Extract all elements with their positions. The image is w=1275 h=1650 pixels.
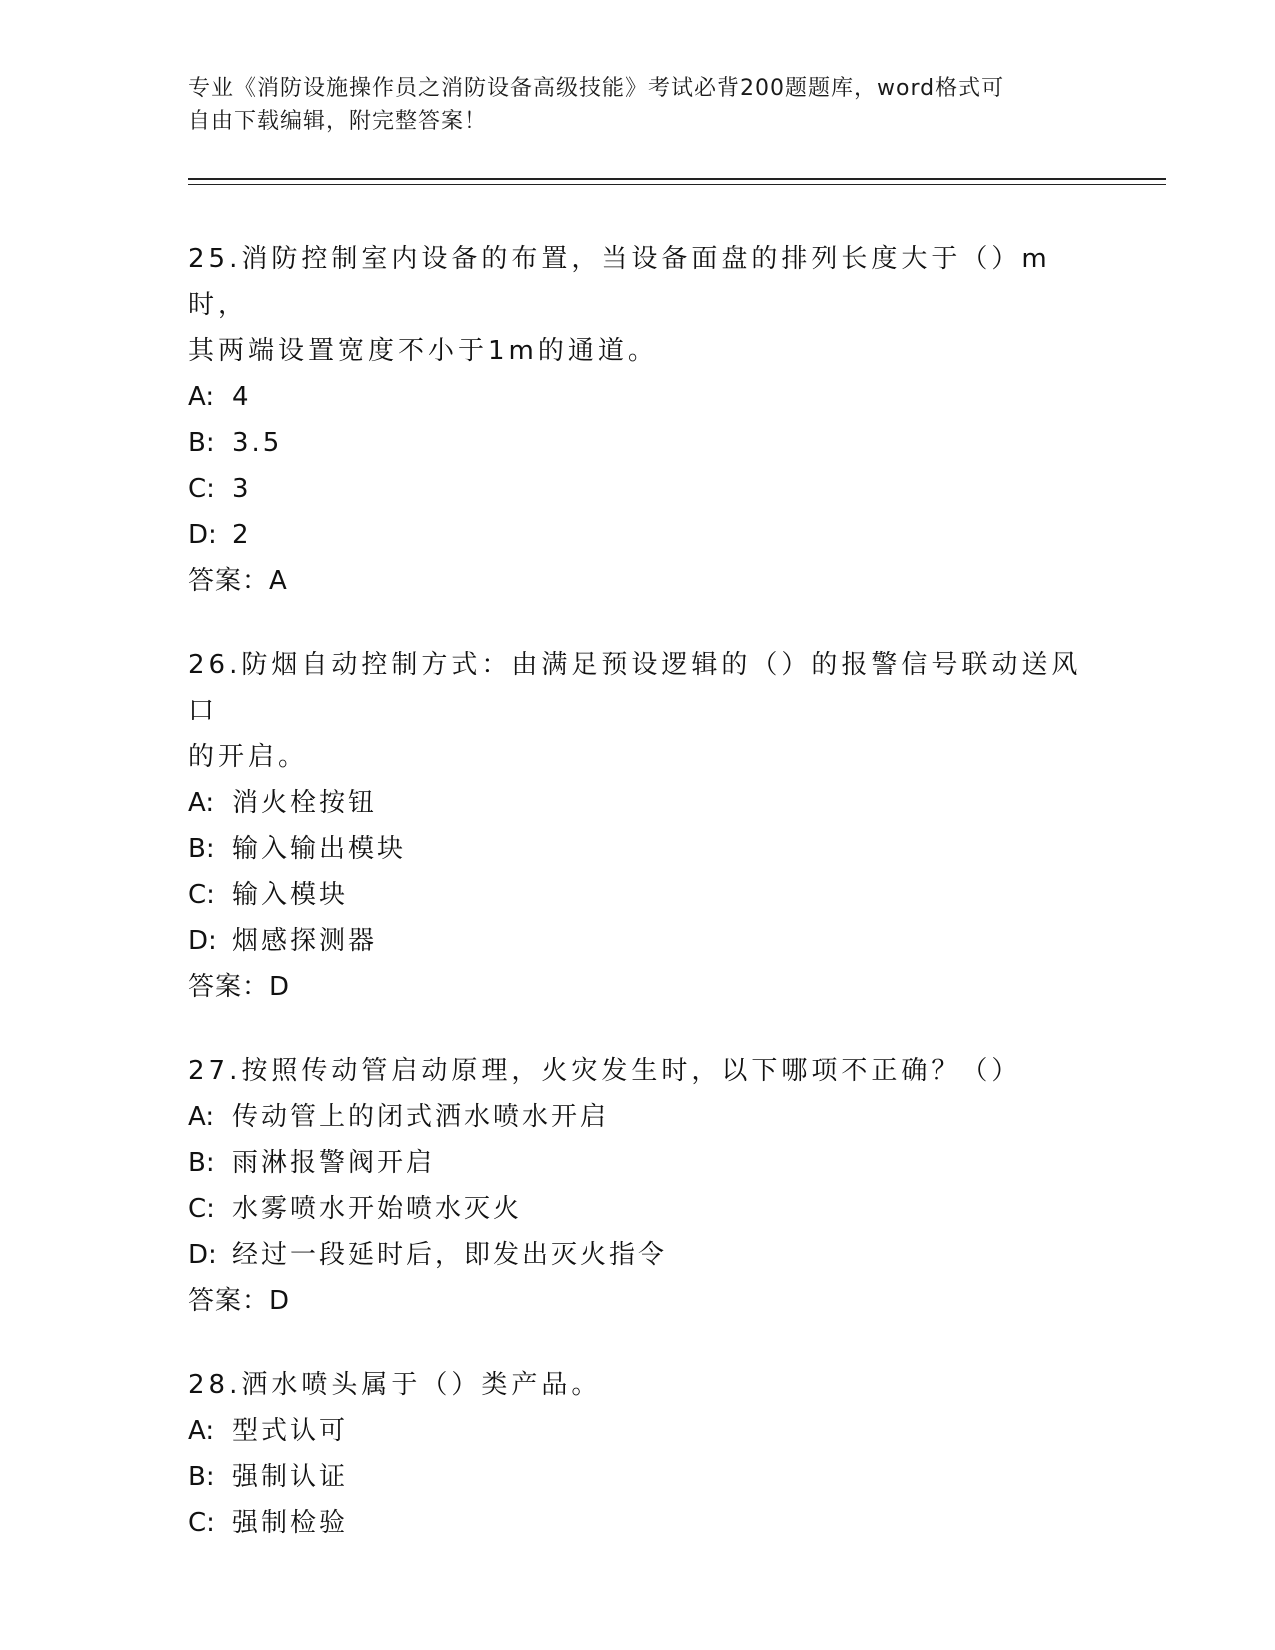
header-divider-thin: [188, 184, 1166, 185]
option-key: B:: [188, 1148, 215, 1178]
option-a: [188, 374, 1088, 420]
option-key: C:: [188, 1194, 215, 1224]
option-text: 雨淋报警阀开启: [232, 1148, 436, 1178]
question-list: [188, 236, 1088, 1584]
option-a: [188, 1408, 1088, 1454]
option-key: D:: [188, 926, 217, 956]
option-c: [188, 872, 1088, 918]
option-text: 烟感探测器: [232, 926, 378, 956]
option-key: D:: [188, 1240, 217, 1270]
option-text: 输入模块: [232, 880, 349, 910]
option-key: A:: [188, 382, 215, 412]
option-text: 传动管上的闭式洒水喷水开启: [232, 1102, 610, 1132]
option-text: 经过一段延时后，即发出灭火指令: [232, 1240, 668, 1270]
option-text: 强制认证: [232, 1462, 349, 1492]
option-b: [188, 1454, 1088, 1500]
question-stem: 26.防烟自动控制方式：由满足预设逻辑的（）的报警信号联动送风口: [188, 650, 1082, 726]
option-c: [188, 466, 1088, 512]
option-c: [188, 1186, 1088, 1232]
option-b: [188, 826, 1088, 872]
option-text: 消火栓按钮: [232, 788, 378, 818]
option-key: A:: [188, 1102, 215, 1132]
option-text: 强制检验: [232, 1508, 349, 1538]
answer-line: 答案：D: [188, 972, 291, 1002]
question-stem: 28.洒水喷头属于（）类产品。: [188, 1370, 602, 1400]
option-text: 输入输出模块: [232, 834, 407, 864]
option-key: C:: [188, 474, 215, 504]
option-a: [188, 1094, 1088, 1140]
option-text: 水雾喷水开始喷水灭火: [232, 1194, 523, 1224]
option-text: 型式认可: [232, 1416, 349, 1446]
option-text: 4: [232, 382, 252, 412]
question-25: [188, 236, 1088, 604]
option-d: [188, 512, 1088, 558]
option-d: [188, 1232, 1088, 1278]
option-key: A:: [188, 1416, 215, 1446]
option-key: A:: [188, 788, 215, 818]
question-stem-continued: 其两端设置宽度不小于1m的通道。: [188, 336, 658, 366]
header-line-2: 自由下载编辑，附完整答案！: [188, 109, 488, 134]
option-key: B:: [188, 428, 215, 458]
option-text: 3: [232, 474, 252, 504]
question-27: [188, 1048, 1088, 1324]
question-26: [188, 642, 1088, 1010]
document-header: [188, 72, 1088, 138]
question-28: [188, 1362, 1088, 1546]
option-key: C:: [188, 880, 215, 910]
option-key: D:: [188, 520, 217, 550]
header-divider-thick: [188, 178, 1166, 180]
option-key: B:: [188, 834, 215, 864]
option-text: 3.5: [232, 428, 283, 458]
header-line-1: 专业《消防设施操作员之消防设备高级技能》考试必背200题题库，word格式可: [188, 76, 1005, 101]
question-stem: 25.消防控制室内设备的布置，当设备面盘的排列长度大于（）m时，: [188, 244, 1051, 320]
answer-line: 答案：A: [188, 566, 288, 596]
option-b: [188, 1140, 1088, 1186]
question-stem-continued: 的开启。: [188, 742, 309, 772]
option-a: [188, 780, 1088, 826]
question-stem: 27.按照传动管启动原理，火灾发生时，以下哪项不正确？（）: [188, 1056, 1022, 1086]
option-key: C:: [188, 1508, 215, 1538]
option-text: 2: [232, 520, 252, 550]
answer-line: 答案：D: [188, 1286, 291, 1316]
option-d: [188, 918, 1088, 964]
option-b: [188, 420, 1088, 466]
option-key: B:: [188, 1462, 215, 1492]
option-c: [188, 1500, 1088, 1546]
